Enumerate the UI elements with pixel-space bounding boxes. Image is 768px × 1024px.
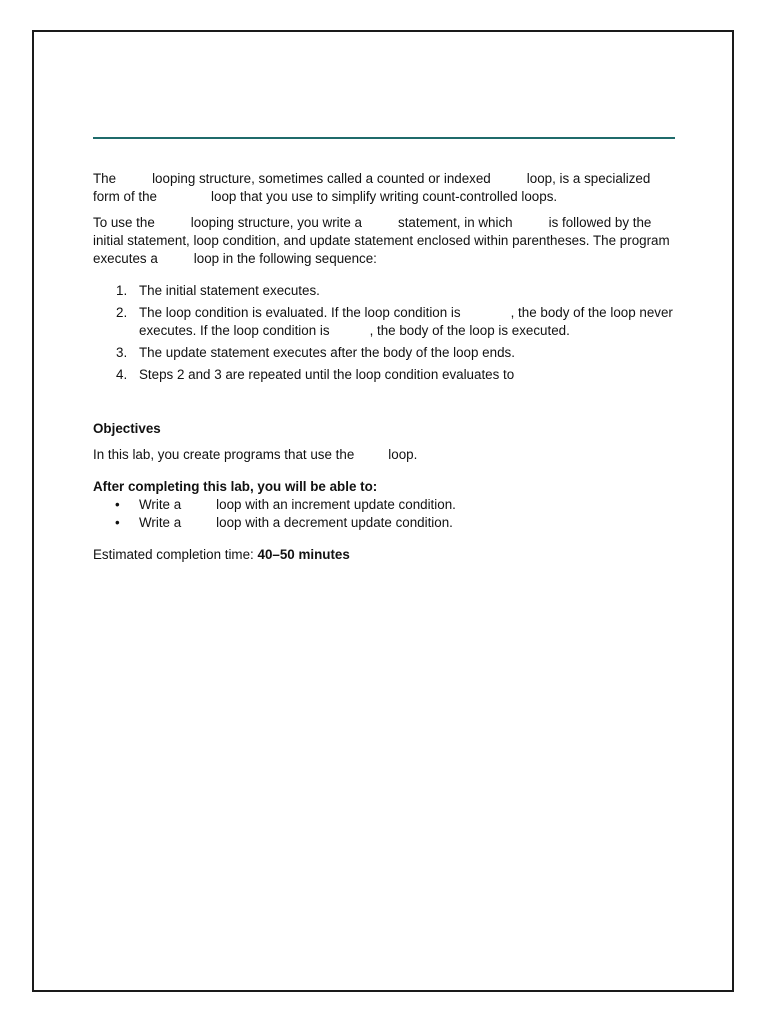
outcomes-heading: After completing this lab, you will be able to: xyxy=(93,479,378,494)
text-segment: To use the xyxy=(93,215,155,230)
intro-paragraph-1 xyxy=(93,170,675,206)
list-item xyxy=(93,496,675,514)
text-segment: The loop condition is evaluated. If the loop condition is xyxy=(139,305,461,320)
text-segment: The xyxy=(93,171,117,186)
estimated-time xyxy=(93,546,675,564)
step-number: 1. xyxy=(116,283,128,298)
text-segment: loop with a decrement update condition. xyxy=(216,515,453,530)
text-segment: statement, in which xyxy=(398,215,513,230)
text-segment: looping structure, you write a xyxy=(190,215,362,230)
text-segment: looping structure, sometimes called a counted or indexed xyxy=(152,171,491,186)
text-segment: loop with an increment update condition. xyxy=(216,497,456,512)
step-number: 2. xyxy=(116,305,128,320)
text-segment: loop in the following sequence: xyxy=(193,251,377,266)
step-number: 3. xyxy=(116,345,128,360)
text-segment: loop. xyxy=(388,447,418,462)
step-number: 4. xyxy=(116,367,128,382)
text-segment: In this lab, you create programs that use the xyxy=(93,447,355,462)
list-item xyxy=(93,282,675,300)
execution-steps-list xyxy=(93,282,675,384)
text-segment: The initial statement executes. xyxy=(139,283,320,298)
bullet-icon: • xyxy=(115,497,120,512)
list-item xyxy=(93,304,675,340)
text-segment: , the body of the loop is executed. xyxy=(369,323,570,338)
objectives-intro xyxy=(93,446,675,464)
text-segment: Write a xyxy=(139,497,182,512)
estimate-value: 40–50 minutes xyxy=(257,547,350,562)
outcomes-list xyxy=(93,496,675,532)
text-segment: loop that you use to simplify writing count-controlled loops. xyxy=(211,189,558,204)
intro-paragraph-2 xyxy=(93,214,675,268)
objectives-heading: Objectives xyxy=(93,421,161,436)
text-segment: The update statement executes after the body of the loop ends. xyxy=(139,345,515,360)
text-segment: Write a xyxy=(139,515,182,530)
text-segment: , the body of the loop never executes. If the loop condition is xyxy=(139,305,673,338)
text-segment: Steps 2 and 3 are repeated until the loop condition evaluates to xyxy=(139,367,515,382)
estimate-label: Estimated completion time: xyxy=(93,547,254,562)
text-segment: is followed by the initial statement, loop condition, and update statement enclosed within parentheses. The program executes a xyxy=(93,215,670,266)
list-item xyxy=(93,344,675,362)
header-rule xyxy=(93,137,675,139)
list-item xyxy=(93,514,675,532)
text-segment: loop, is a specialized form of the xyxy=(93,171,651,204)
bullet-icon: • xyxy=(115,515,120,530)
lab-content xyxy=(93,170,675,572)
list-item xyxy=(93,366,675,384)
